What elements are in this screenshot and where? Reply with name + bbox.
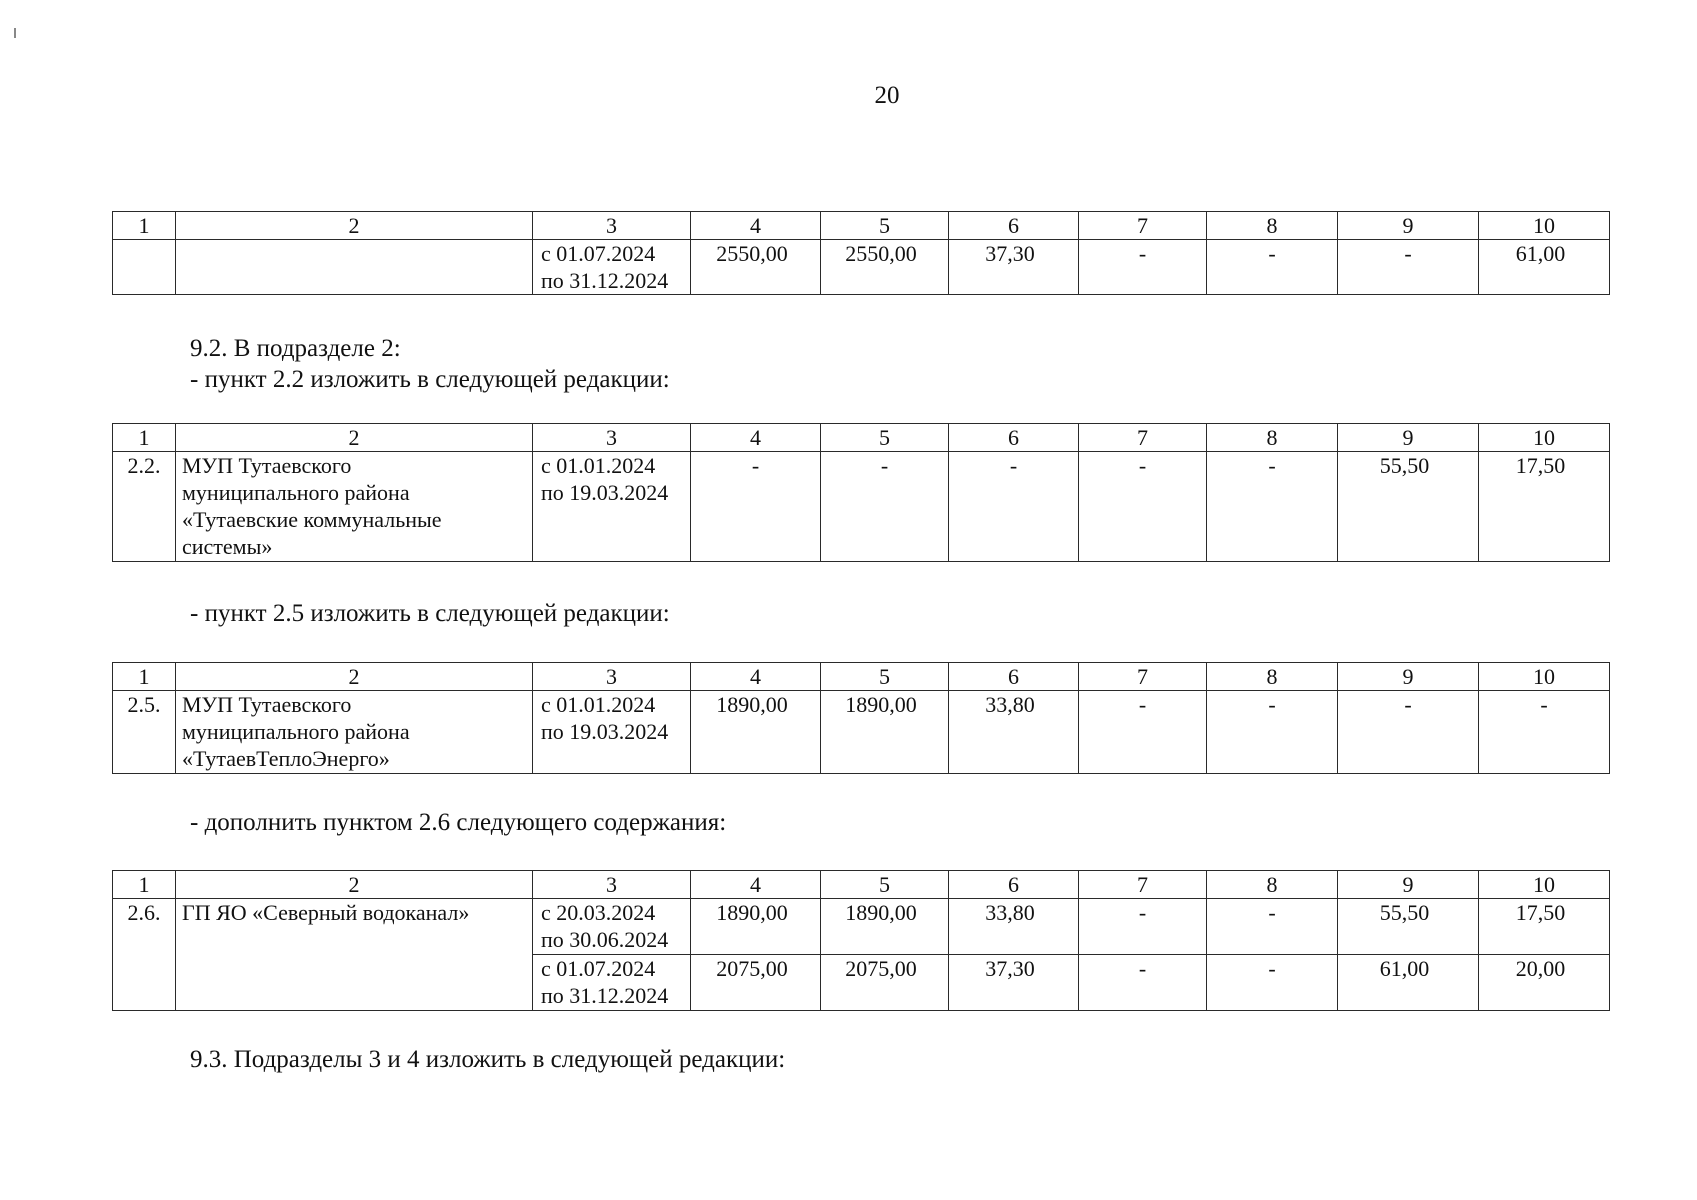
col-num-7: 7 (1079, 424, 1207, 452)
period-end: по 31.12.2024 (541, 268, 669, 293)
cell-col6: 37,30 (949, 955, 1079, 1011)
column-number-row (113, 663, 1610, 691)
cell-col9: 55,50 (1338, 899, 1479, 955)
cell-col4: 1890,00 (691, 691, 821, 774)
org-line: муниципального района (182, 480, 410, 505)
cell-period (533, 452, 691, 562)
cell-period (533, 955, 691, 1011)
table-item-2-6 (112, 870, 1610, 1011)
col-num-3: 3 (533, 424, 691, 452)
cell-col7: - (1079, 452, 1207, 562)
cell-col7: - (1079, 691, 1207, 774)
cell-col5: - (821, 452, 949, 562)
col-num-2: 2 (176, 424, 533, 452)
cell-col10: 17,50 (1479, 899, 1610, 955)
col-num-4: 4 (691, 212, 821, 240)
period-start: с 20.03.2024 (541, 900, 656, 925)
org-line: муниципального района (182, 719, 410, 744)
col-num-7: 7 (1079, 871, 1207, 899)
col-num-6: 6 (949, 212, 1079, 240)
column-number-row (113, 212, 1610, 240)
col-num-5: 5 (821, 212, 949, 240)
cell-col7: - (1079, 240, 1207, 295)
cell-col8: - (1207, 452, 1338, 562)
cell-org (176, 452, 533, 562)
col-num-2: 2 (176, 663, 533, 691)
org-line: МУП Тутаевского (182, 692, 352, 717)
cell-period (533, 691, 691, 774)
cell-col9: 55,50 (1338, 452, 1479, 562)
period-end: по 19.03.2024 (541, 719, 669, 744)
col-num-3: 3 (533, 212, 691, 240)
section-9-2-heading: 9.2. В подразделе 2: (190, 335, 401, 362)
col-num-5: 5 (821, 871, 949, 899)
period-start: с 01.07.2024 (541, 241, 656, 266)
cell-col8: - (1207, 691, 1338, 774)
cell-col6: - (949, 452, 1079, 562)
period-start: с 01.07.2024 (541, 956, 656, 981)
cell-num: 2.6. (113, 899, 176, 1011)
col-num-3: 3 (533, 871, 691, 899)
col-num-6: 6 (949, 424, 1079, 452)
column-number-row (113, 424, 1610, 452)
col-num-9: 9 (1338, 424, 1479, 452)
period-start: с 01.01.2024 (541, 692, 656, 717)
col-num-8: 8 (1207, 424, 1338, 452)
table-item-2-5 (112, 662, 1610, 774)
period-end: по 31.12.2024 (541, 983, 669, 1008)
col-num-8: 8 (1207, 212, 1338, 240)
col-num-2: 2 (176, 212, 533, 240)
col-num-3: 3 (533, 663, 691, 691)
cell-col5: 1890,00 (821, 899, 949, 955)
cell-col6: 33,80 (949, 899, 1079, 955)
cell-col5: 2075,00 (821, 955, 949, 1011)
item-2-2-intro: - пункт 2.2 изложить в следующей редакции: (190, 366, 670, 393)
scan-mark (14, 28, 16, 38)
cell-col9: - (1338, 691, 1479, 774)
col-num-2: 2 (176, 871, 533, 899)
col-num-10: 10 (1479, 424, 1610, 452)
org-line: системы» (182, 534, 273, 559)
cell-col9: 61,00 (1338, 955, 1479, 1011)
cell-org (176, 240, 533, 295)
org-line: МУП Тутаевского (182, 453, 352, 478)
org-line: «Тутаевские коммунальные (182, 507, 442, 532)
col-num-5: 5 (821, 663, 949, 691)
period-end: по 30.06.2024 (541, 927, 669, 952)
cell-col7: - (1079, 955, 1207, 1011)
col-num-10: 10 (1479, 871, 1610, 899)
col-num-10: 10 (1479, 663, 1610, 691)
col-num-6: 6 (949, 871, 1079, 899)
column-number-row (113, 871, 1610, 899)
col-num-7: 7 (1079, 212, 1207, 240)
col-num-4: 4 (691, 663, 821, 691)
col-num-8: 8 (1207, 663, 1338, 691)
cell-col4: 2075,00 (691, 955, 821, 1011)
col-num-10: 10 (1479, 212, 1610, 240)
cell-col6: 33,80 (949, 691, 1079, 774)
col-num-6: 6 (949, 663, 1079, 691)
col-num-1: 1 (113, 871, 176, 899)
table-item-2-2 (112, 423, 1610, 562)
col-num-8: 8 (1207, 871, 1338, 899)
col-num-4: 4 (691, 424, 821, 452)
page-number: 20 (874, 82, 900, 109)
cell-col10: - (1479, 691, 1610, 774)
cell-org (176, 691, 533, 774)
item-2-6-intro: - дополнить пунктом 2.6 следующего содержания: (190, 809, 727, 836)
cell-col10: 20,00 (1479, 955, 1610, 1011)
col-num-9: 9 (1338, 871, 1479, 899)
col-num-9: 9 (1338, 663, 1479, 691)
table-row (113, 452, 1610, 562)
section-9-3-heading: 9.3. Подразделы 3 и 4 изложить в следующей редакции: (190, 1046, 786, 1073)
table-continued (112, 211, 1610, 295)
period-start: с 01.01.2024 (541, 453, 656, 478)
period-end: по 19.03.2024 (541, 480, 669, 505)
item-2-5-intro: - пункт 2.5 изложить в следующей редакции: (190, 600, 670, 627)
col-num-1: 1 (113, 424, 176, 452)
col-num-5: 5 (821, 424, 949, 452)
cell-col5: 2550,00 (821, 240, 949, 295)
col-num-9: 9 (1338, 212, 1479, 240)
cell-col6: 37,30 (949, 240, 1079, 295)
cell-num (113, 240, 176, 295)
cell-col8: - (1207, 240, 1338, 295)
cell-col10: 61,00 (1479, 240, 1610, 295)
org-line: «ТутаевТеплоЭнерго» (182, 746, 390, 771)
cell-col4: - (691, 452, 821, 562)
cell-col4: 2550,00 (691, 240, 821, 295)
table-row (113, 899, 1610, 955)
cell-col5: 1890,00 (821, 691, 949, 774)
col-num-1: 1 (113, 212, 176, 240)
table-row (113, 691, 1610, 774)
cell-period (533, 899, 691, 955)
cell-col10: 17,50 (1479, 452, 1610, 562)
cell-org: ГП ЯО «Северный водоканал» (176, 899, 533, 1011)
cell-num: 2.5. (113, 691, 176, 774)
cell-col9: - (1338, 240, 1479, 295)
col-num-4: 4 (691, 871, 821, 899)
table-row (113, 240, 1610, 295)
cell-num: 2.2. (113, 452, 176, 562)
cell-col7: - (1079, 899, 1207, 955)
col-num-1: 1 (113, 663, 176, 691)
cell-col8: - (1207, 899, 1338, 955)
cell-col8: - (1207, 955, 1338, 1011)
cell-period (533, 240, 691, 295)
cell-col4: 1890,00 (691, 899, 821, 955)
col-num-7: 7 (1079, 663, 1207, 691)
